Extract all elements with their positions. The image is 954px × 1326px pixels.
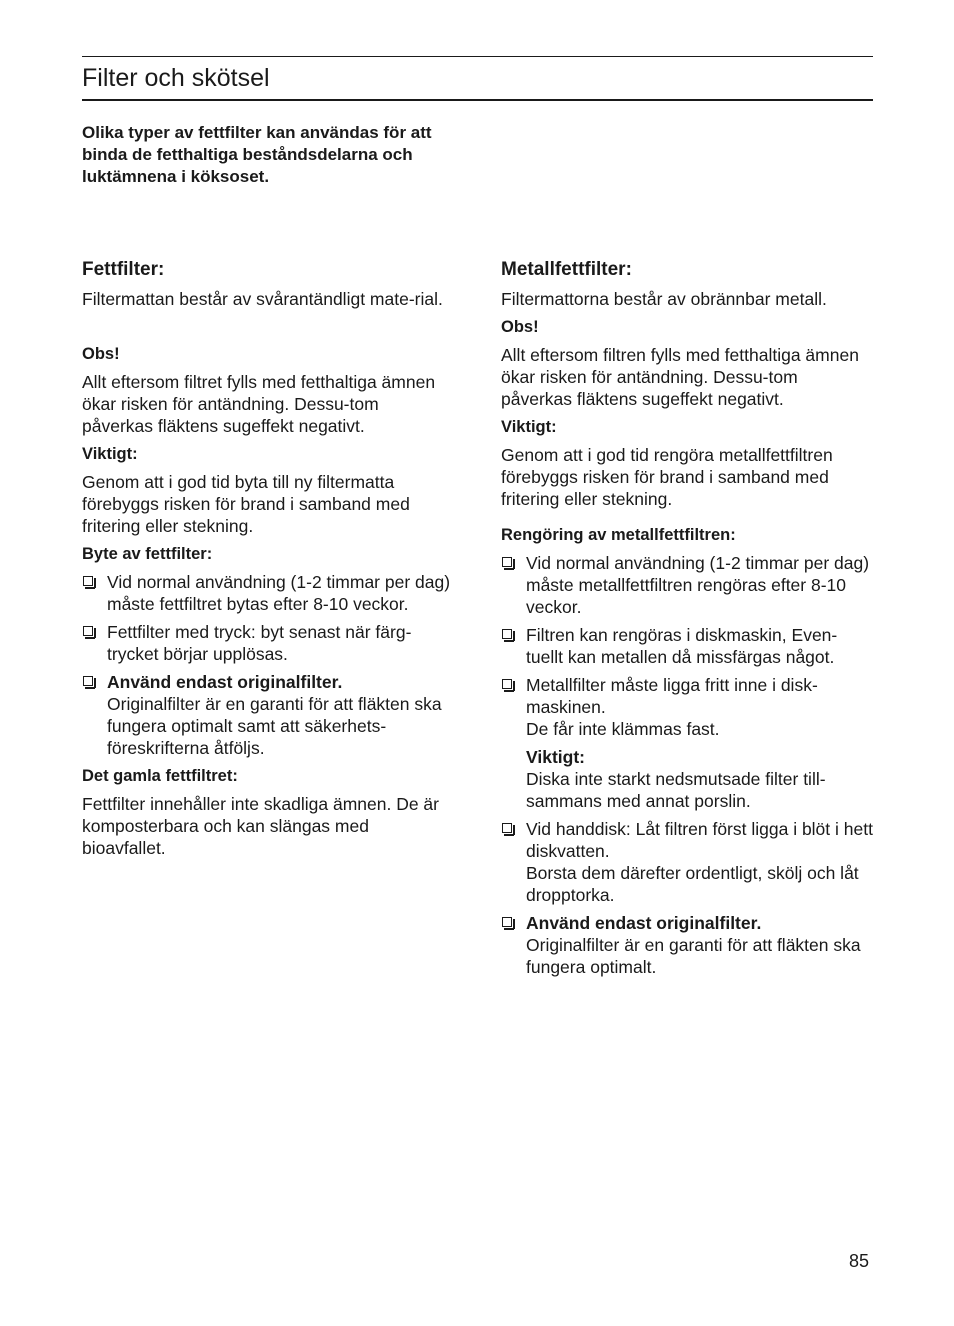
metallfettfilter-important-label: Viktigt: <box>501 418 557 436</box>
metallfettfilter-heading: Metallfettfilter: <box>501 259 632 280</box>
checkbox-bullet-icon <box>83 576 93 586</box>
cleaning-label: Rengöring av metallfettfiltren: <box>501 526 736 544</box>
metallfettfilter-important-text: Genom att i god tid rengöra metallfettfiltren förebyggs risken för brand i samband med fritering eller stekning. <box>501 445 833 509</box>
fettfilter-section <box>82 258 454 859</box>
fettfilter-important-text: Genom att i god tid byta till ny filtermatta förebyggs risken för brand i samband med fritering eller stekning. <box>82 472 410 536</box>
checkbox-bullet-icon <box>83 676 93 686</box>
old-filter-text: Fettfilter innehåller inte skadliga ämnen. De är komposterbara och kan slängas med bioavfallet. <box>82 794 439 858</box>
list-item: Använd endast originalfilter. Originalfilter är en garanti för att fläkten ska fungera optimalt. <box>501 912 873 978</box>
cleaning-list <box>501 552 873 978</box>
list-item: Använd endast originalfilter. Originalfilter är en garanti för att fläkten ska fungera optimalt samt att säkerhets-föreskrifterna åtföljs. <box>82 671 454 759</box>
fettfilter-heading: Fettfilter: <box>82 259 165 280</box>
checkbox-bullet-icon <box>502 679 512 689</box>
list-item: Vid normal användning (1-2 timmar per dag) måste fettfiltret bytas efter 8-10 veckor. <box>82 571 454 615</box>
list-item: Metallfilter måste ligga fritt inne i disk-maskinen. De får inte klämmas fast. Viktigt: Diska inte starkt nedsmutsade filter till-sammans med annat porslin. <box>501 674 873 812</box>
list-item: Fettfilter med tryck: byt senast när färg-trycket börjar upplösas. <box>82 621 454 665</box>
replace-filter-label: Byte av fettfilter: <box>82 545 213 563</box>
header-bottom-rule <box>82 99 873 101</box>
dishwasher-note-label: Viktigt: <box>526 747 585 767</box>
dishwasher-note-text: Diska inte starkt nedsmutsade filter till-sammans med annat porslin. <box>526 769 826 811</box>
list-item: Vid handdisk: Låt filtren först ligga i blöt i hett diskvatten. Borsta dem därefter ordentligt, skölj och låt dropptorka. <box>501 818 873 906</box>
replace-filter-list <box>82 571 454 759</box>
page-title: Filter och skötsel <box>82 64 270 92</box>
intro-text: Olika typer av fettfilter kan användas för att binda de fetthaltiga beståndsdelarna och luktämnena i köksoset. <box>82 123 432 186</box>
checkbox-bullet-icon <box>502 557 512 567</box>
checkbox-bullet-icon <box>83 626 93 636</box>
checkbox-bullet-icon <box>502 629 512 639</box>
page-number: 85 <box>849 1251 870 1271</box>
checkbox-bullet-icon <box>502 823 512 833</box>
metallfettfilter-section <box>501 258 873 978</box>
old-filter-label: Det gamla fettfiltret: <box>82 767 238 785</box>
checkbox-bullet-icon <box>502 917 512 927</box>
metallfettfilter-obs-text: Allt eftersom filtren fylls med fetthaltiga ämnen ökar risken för antändning. Dessu-tom påverkas fläktens sugeffekt negativt. <box>501 345 859 409</box>
fettfilter-obs-text: Allt eftersom filtret fylls med fetthaltiga ämnen ökar risken för antändning. Dessu-tom påverkas fläktens sugeffekt negativt. <box>82 372 436 436</box>
metallfettfilter-lead: Filtermattorna består av obrännbar metall. <box>501 289 827 309</box>
fettfilter-lead: Filtermattan består av svårantändligt mate-rial. <box>82 289 443 309</box>
list-item: Vid normal användning (1-2 timmar per dag) måste metallfettfiltren rengöras efter 8-10 veckor. <box>501 552 873 618</box>
header-top-rule <box>82 56 873 57</box>
list-item: Filtren kan rengöras i diskmaskin, Even-tuellt kan metallen då missfärgas något. <box>501 624 873 668</box>
fettfilter-important-label: Viktigt: <box>82 445 138 463</box>
fettfilter-obs-label: Obs! <box>82 345 120 363</box>
metallfettfilter-obs-label: Obs! <box>501 318 539 336</box>
